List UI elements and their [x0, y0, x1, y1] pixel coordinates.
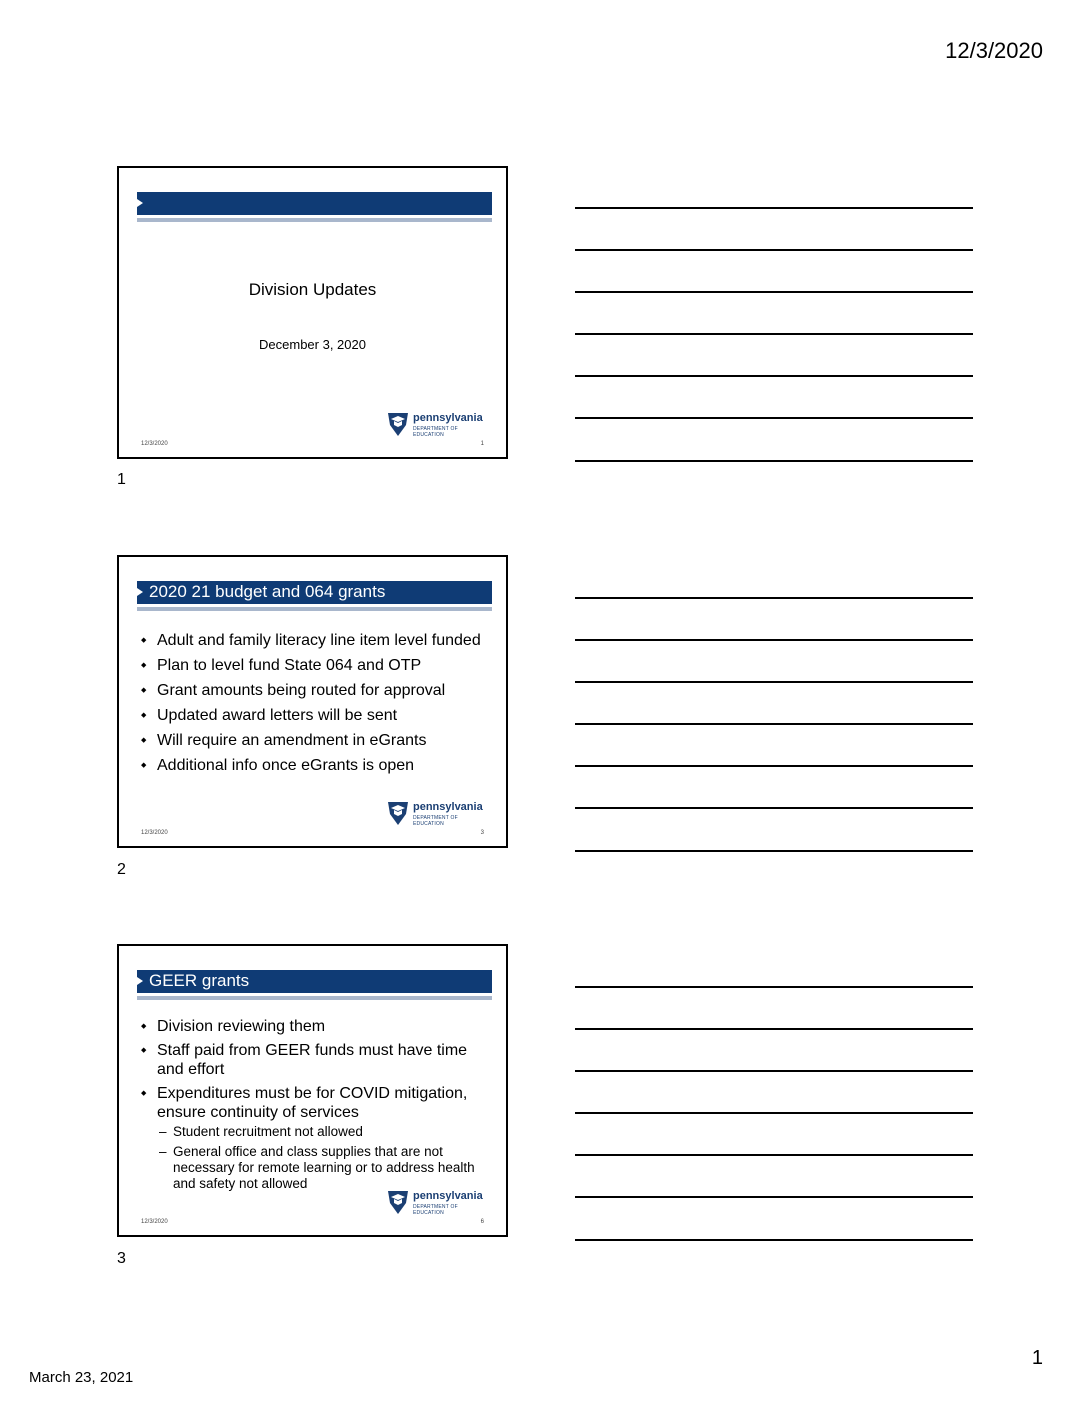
- slide-footer-number: 1: [480, 441, 484, 447]
- slide-number: 2: [117, 861, 126, 878]
- note-line: [575, 1028, 973, 1030]
- page-number: 1: [1031, 1347, 1043, 1369]
- sub-bullet-item: – General office and class supplies that are not necessary for remote learning or to address health and safety not allowed: [157, 1144, 489, 1192]
- note-line: [575, 249, 973, 251]
- slide-footer-number: 3: [480, 830, 484, 836]
- bullet-item: [139, 1084, 489, 1192]
- note-line: [575, 417, 973, 419]
- note-line: [575, 723, 973, 725]
- keystone-icon: [386, 800, 410, 826]
- keystone-icon: [386, 411, 410, 437]
- slide-title-bar: [137, 192, 492, 215]
- note-line: [575, 291, 973, 293]
- note-line: [575, 986, 973, 988]
- print-date: March 23, 2021: [29, 1369, 134, 1386]
- note-line: [575, 333, 973, 335]
- bullet-item: ◆ Staff paid from GEER funds must have time and effort: [139, 1041, 489, 1079]
- note-line: [575, 1154, 973, 1156]
- note-line: [575, 460, 973, 462]
- bullet-item: ◆ Adult and family literacy line item level funded: [139, 631, 489, 650]
- note-line: [575, 597, 973, 599]
- slide-number: 1: [117, 471, 126, 488]
- title-underline: [137, 218, 492, 222]
- title-underline: [137, 607, 492, 611]
- bullet-item: ◆ Plan to level fund State 064 and OTP: [139, 656, 489, 675]
- keystone-icon: [386, 1189, 410, 1215]
- slide-title: GEER grants: [149, 971, 250, 990]
- note-line: [575, 850, 973, 852]
- logo-subtitle: DEPARTMENT OF EDUCATION: [413, 426, 458, 438]
- bullet-item: ◆ Division reviewing them: [139, 1017, 489, 1036]
- bullet-text: Expenditures must be for COVID mitigation, ensure continuity of services: [157, 1085, 468, 1121]
- bullet-item: ◆ Additional info once eGrants is open: [139, 756, 489, 775]
- arrow-icon: [137, 977, 143, 985]
- slide-1: [117, 166, 508, 459]
- slide-footer-date: 12/3/2020: [141, 441, 168, 447]
- slide-title: 2020 21 budget and 064 grants: [149, 582, 386, 601]
- note-line: [575, 1239, 973, 1241]
- note-line: [575, 207, 973, 209]
- bullet-item: ◆ Will require an amendment in eGrants: [139, 731, 489, 750]
- note-line: [575, 807, 973, 809]
- title-underline: [137, 996, 492, 1000]
- note-line: [575, 1112, 973, 1114]
- logo-name: pennsylvania: [413, 412, 483, 424]
- bullet-list: [139, 1017, 489, 1196]
- slide-footer-number: 6: [480, 1219, 484, 1225]
- logo-name: pennsylvania: [413, 1190, 483, 1202]
- bullet-list: [139, 631, 489, 781]
- note-line: [575, 639, 973, 641]
- slide-title-bar: [137, 581, 492, 604]
- cover-date: December 3, 2020: [259, 337, 366, 352]
- note-line: [575, 681, 973, 683]
- note-line: [575, 375, 973, 377]
- pde-logo: [386, 411, 486, 437]
- slide-3: [117, 944, 508, 1237]
- note-line: [575, 1196, 973, 1198]
- sub-bullet-item: – Student recruitment not allowed: [157, 1124, 489, 1140]
- slide-footer-date: 12/3/2020: [141, 1219, 168, 1225]
- logo-subtitle: DEPARTMENT OF EDUCATION: [413, 815, 458, 827]
- logo-subtitle: DEPARTMENT OF EDUCATION: [413, 1204, 458, 1216]
- logo-name: pennsylvania: [413, 801, 483, 813]
- bullet-item: ◆ Updated award letters will be sent: [139, 706, 489, 725]
- cover-title: Division Updates: [248, 280, 377, 299]
- slide-title-bar: [137, 970, 492, 993]
- note-line: [575, 765, 973, 767]
- slide-2: [117, 555, 508, 848]
- pde-logo: [386, 800, 486, 826]
- pde-logo: [386, 1189, 486, 1215]
- arrow-icon: [137, 588, 143, 596]
- bullet-item: ◆ Grant amounts being routed for approval: [139, 681, 489, 700]
- sub-bullet-list: [157, 1124, 489, 1192]
- slide-number: 3: [117, 1250, 126, 1267]
- page-header-date: 12/3/2020: [945, 38, 1043, 63]
- slide-footer-date: 12/3/2020: [141, 830, 168, 836]
- note-line: [575, 1070, 973, 1072]
- arrow-icon: [137, 199, 143, 207]
